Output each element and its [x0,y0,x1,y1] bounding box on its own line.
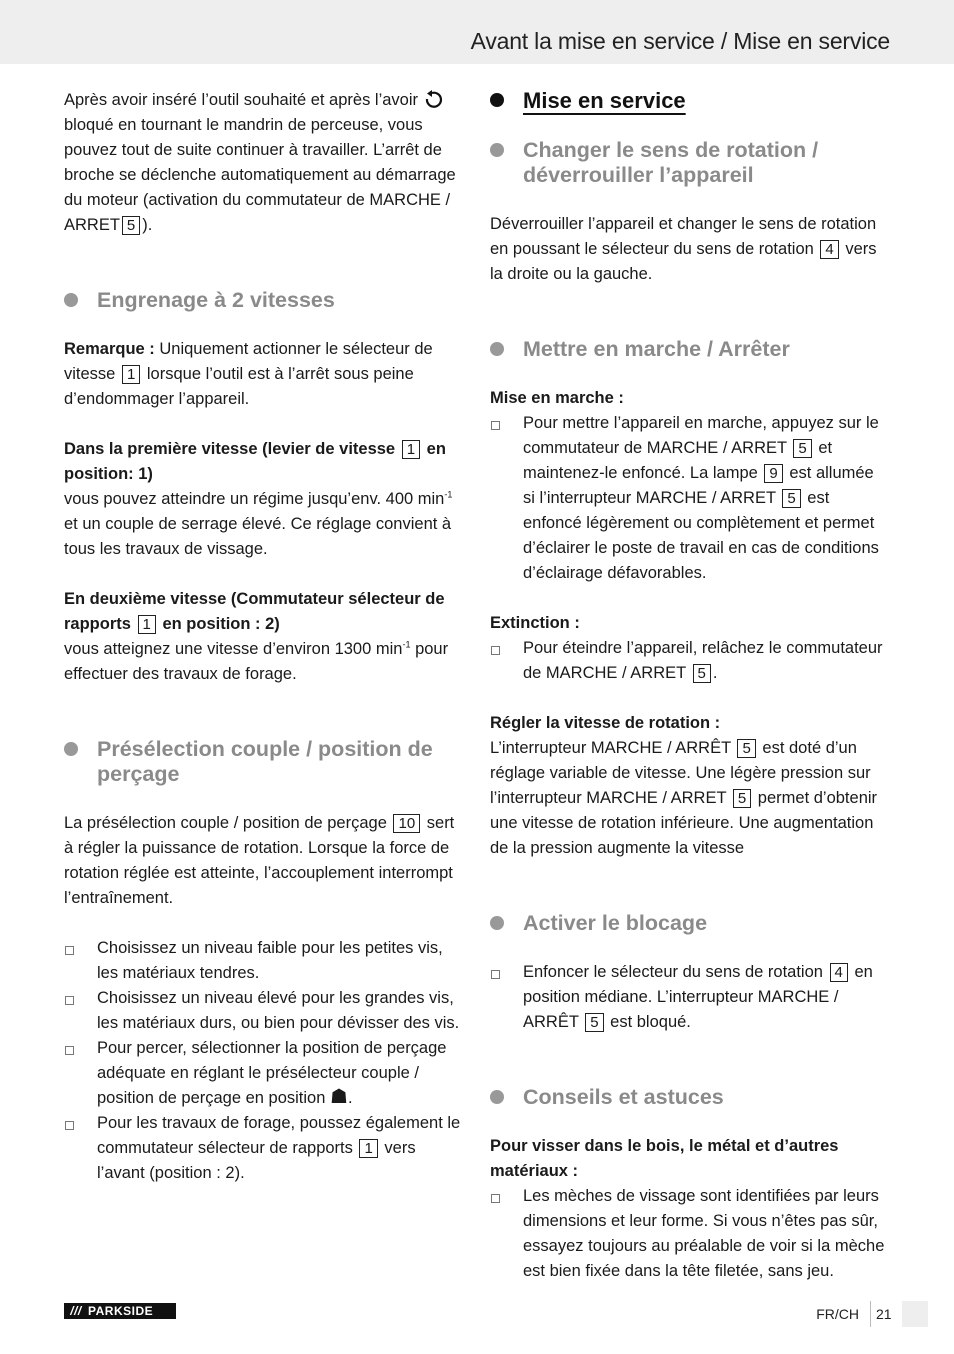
section-heading-onoff: Mettre en marche / Arrêter [490,337,890,362]
bullet-dot-icon [490,916,504,930]
parkside-logo: /// PARKSIDE [64,1303,176,1319]
checkbox-square-icon [491,1194,500,1203]
rotate-ccw-icon [423,91,445,109]
page-header-title: Avant la mise en service / Mise en service [470,28,890,54]
ref-box: 5 [782,489,800,508]
section-heading-gear: Engrenage à 2 vitesses [64,288,464,313]
lock-list [490,960,890,1035]
checkbox-square-icon [65,1121,74,1130]
ref-box: 5 [693,664,711,683]
rotation-paragraph: Déverrouiller l’appareil et changer le sens de rotation en poussant le sélecteur du sens de rotation 4 vers la droite ou la gauche. [490,215,877,283]
list-item: Pour éteindre l’appareil, relâchez le commutateur de MARCHE / ARRET 5 . [490,636,890,686]
checkbox-square-icon [491,646,500,655]
ref-box: 1 [359,1139,377,1158]
section-heading-tips: Conseils et astuces [490,1085,890,1110]
main-heading: Mise en service [490,88,890,114]
ref-box: 10 [393,814,420,833]
intro-paragraph: Après avoir inséré l’outil souhaité et après l’avoir bloqué en tournant le mandrin de perceuse, vous pouvez tout de suite continuer à travailler. L’arrêt de broche se déclenche automatiquement au démarrage du moteur (activation du commutateur de MARCHE / ARRET 5 ). [64,91,456,234]
switch-on-label: Mise en marche : [490,389,624,407]
torque-paragraph: La présélection couple / position de perçage 10 sert à régler la puissance de rotation. Lorsque la force de rotation réglée est atteinte, l’accouplement interrompt l’entraînement. [64,814,455,907]
ref-box: 1 [122,365,140,384]
bullet-dot-icon [64,293,78,307]
section-heading-rotation: Changer le sens de rotation / déverrouiller l’appareil [490,138,890,188]
first-gear-text: vous pouvez atteindre un régime jusqu’env. 400 $\min^{-1}$ et un couple de serrage élevé. Ce réglage convient à tous les travaux de vissage. [64,489,453,558]
checkbox-square-icon [65,996,74,1005]
remark-paragraph: Remarque : Uniquement actionner le sélecteur de vitesse 1 lorsque l’outil est à l’arrêt sous peine d’endommager l’appareil. [64,340,433,408]
ref-box: 9 [764,464,782,483]
switch-off-label: Extinction : [490,614,580,632]
left-column [64,88,464,1186]
bullet-dot-icon [490,93,504,107]
second-gear-heading: En deuxième vitesse (Commutateur sélecteur de rapports 1 en position : 2) [64,590,445,633]
list-item: Pour les travaux de forage, poussez également le commutateur sélecteur de rapports 1 vers l’avant (position : 2). [64,1111,464,1186]
second-gear-text: vous atteignez une vitesse d’environ 1300 $\min^{-1}$ pour effectuer des travaux de forage. [64,639,449,683]
list-item: Pour mettre l’appareil en marche, appuyez sur le commutateur de MARCHE / ARRET 5 et maintenez-le enfoncé. La lampe 9 est allumée si l’interrupteur MARCHE / ARRET 5 est enfoncé légèrement ou complètement et permet d’éclairer le poste de travail en cas de conditions d’éclairage défavorables. [490,411,890,586]
tips-list [490,1184,890,1284]
speed-paragraph: L’interrupteur MARCHE / ARRÊT 5 est doté d’un réglage variable de vitesse. Une légère pression sur l’interrupteur MARCHE / ARRET 5 permet d’obtenir une vitesse de rotation inférieure. Une augmentation de la pression augmente la vitesse [490,739,878,857]
bullet-dot-icon [490,1090,504,1104]
section-heading-lock: Activer le blocage [490,911,890,936]
ref-box: 4 [820,240,838,259]
bullet-dot-icon [64,742,78,756]
ref-box: 5 [733,789,751,808]
list-item: Choisissez un niveau faible pour les petites vis, les matériaux tendres. [64,936,464,986]
ref-box: 5 [122,216,140,235]
torque-list [64,936,464,1186]
speed-label: Régler la vitesse de rotation : [490,714,721,732]
first-gear-heading: Dans la première vitesse (levier de vitesse 1 en position: 1) [64,440,446,483]
footer-language: FR/CH [816,1306,859,1322]
ref-box: 5 [737,739,755,758]
switch-off-list [490,636,890,686]
bullet-dot-icon [490,342,504,356]
ref-box: 1 [138,615,156,634]
drill-position-icon: ☗ [330,1086,348,1108]
list-item: Pour percer, sélectionner la position de perçage adéquate en réglant le présélecteur couple / position de perçage en position ☗. [64,1036,464,1111]
section-heading-torque: Présélection couple / position de perçage [64,737,464,787]
bullet-dot-icon [490,143,504,157]
checkbox-square-icon [491,970,500,979]
checkbox-square-icon [65,946,74,955]
list-item: Enfoncer le sélecteur du sens de rotation 4 en position médiane. L’interrupteur MARCHE / ARRÊT 5 est bloqué. [490,960,890,1035]
list-item: Les mèches de vissage sont identifiées par leurs dimensions et leur forme. Si vous n’êtes pas sûr, essayez toujours au préalable de voir si la mèche est bien fixée dans la tête filetée, sans jeu. [490,1184,890,1284]
footer-divider [870,1301,871,1327]
page-number: 21 [876,1306,892,1322]
ref-box: 1 [402,440,420,459]
tips-heading: Pour visser dans le bois, le métal et d’autres matériaux : [490,1137,839,1180]
ref-box: 4 [830,963,848,982]
ref-box: 5 [585,1013,603,1032]
right-column [490,88,890,1284]
checkbox-square-icon [491,421,500,430]
checkbox-square-icon [65,1046,74,1055]
switch-on-list [490,411,890,586]
footer-tab-marker [902,1301,928,1327]
ref-box: 5 [793,439,811,458]
list-item: Choisissez un niveau élevé pour les grandes vis, les matériaux durs, ou bien pour dévisser des vis. [64,986,464,1036]
